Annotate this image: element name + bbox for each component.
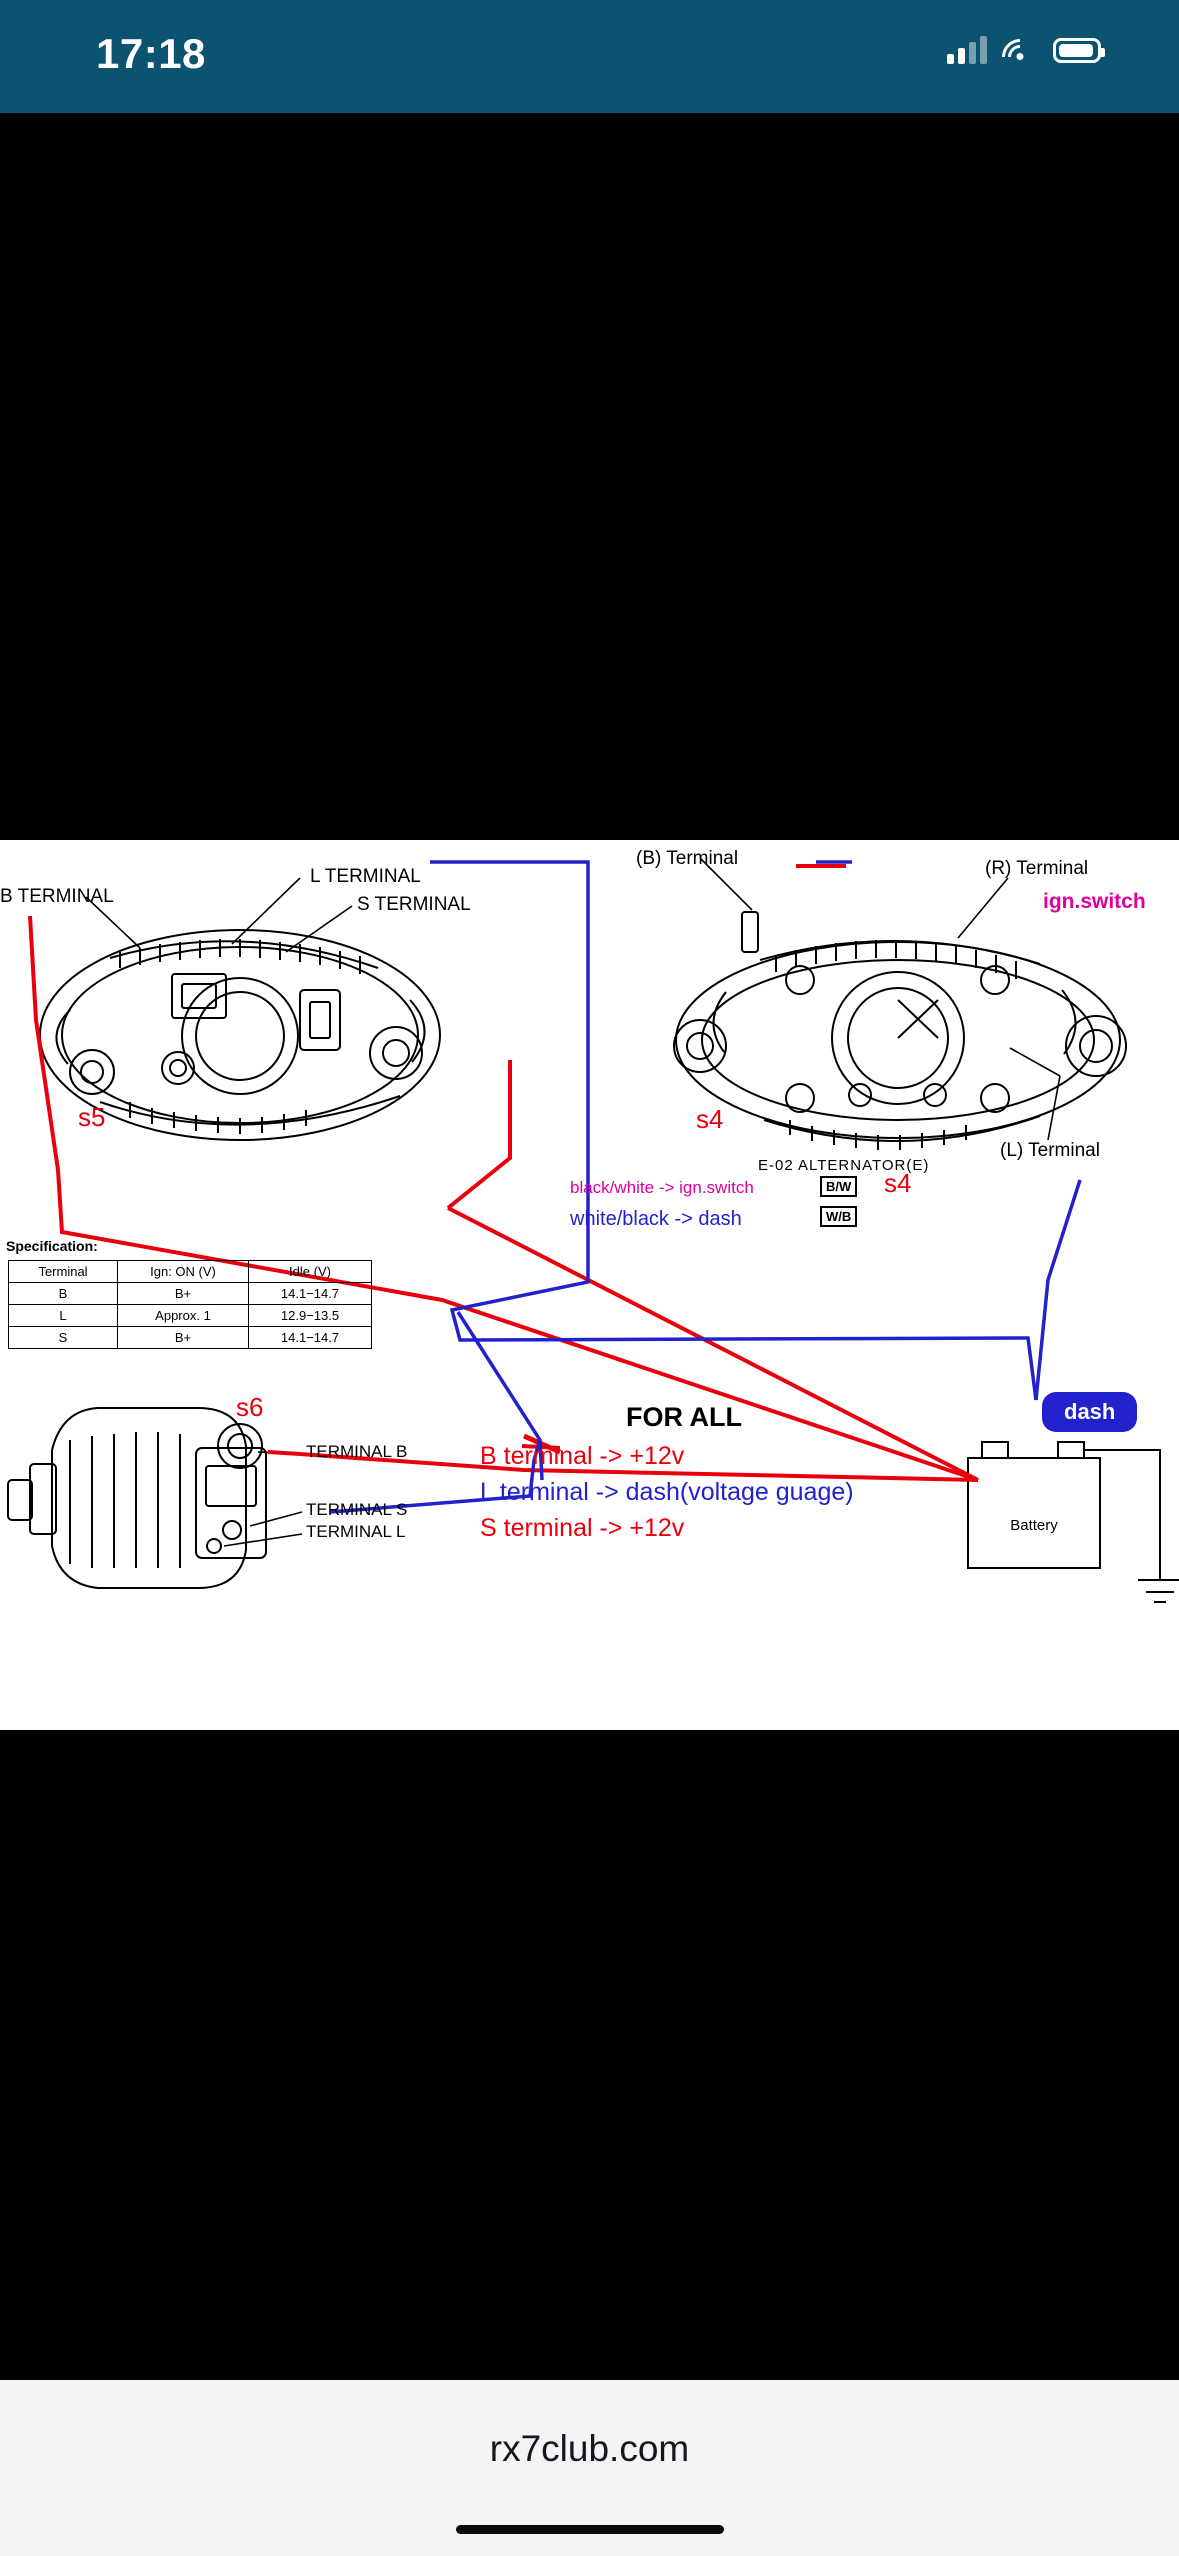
site-label[interactable]: rx7club.com (489, 2428, 690, 2469)
label-l-terminal-left: L TERMINAL (310, 866, 421, 887)
box-wb: W/B (820, 1206, 857, 1227)
for-all-heading: FOR ALL (626, 1402, 742, 1432)
spec-table (8, 1260, 372, 1349)
svg-text:Battery: Battery (1010, 1517, 1058, 1534)
bottom-bar (0, 2380, 1179, 2556)
cell: B (9, 1283, 118, 1305)
label-terminal-s: TERMINAL S (306, 1500, 408, 1519)
dash-pill: dash (1042, 1392, 1137, 1432)
box-bw: B/W (820, 1176, 857, 1197)
tag-s5: s5 (78, 1102, 106, 1132)
tag-s4-notes: s4 (884, 1168, 912, 1198)
tag-s4-alternator: s4 (696, 1104, 724, 1134)
col-ign-on: Ign: ON (V) (118, 1261, 249, 1283)
status-time: 17:18 (96, 30, 206, 77)
cell: Approx. 1 (118, 1305, 249, 1327)
table-header-row (9, 1261, 372, 1283)
wiring-diagram-image[interactable] (0, 840, 1179, 1730)
label-s-terminal-left: S TERMINAL (357, 894, 471, 915)
table-row (9, 1327, 372, 1349)
status-bar (0, 0, 1179, 113)
label-b-terminal-right: (B) Terminal (636, 848, 739, 869)
cell: 14.1−14.7 (249, 1283, 372, 1305)
cell: 14.1−14.7 (249, 1327, 372, 1349)
for-all-line-2: L terminal -> dash(voltage guage) (480, 1478, 854, 1506)
home-indicator[interactable] (456, 2525, 724, 2534)
for-all-line-1: B terminal -> +12v (480, 1442, 685, 1470)
label-r-terminal-right: (R) Terminal (985, 858, 1089, 879)
cell: B+ (118, 1283, 249, 1305)
spec-title: Specification: (6, 1238, 98, 1254)
tag-s6: s6 (236, 1392, 264, 1422)
note-black-white: black/white -> ign.switch (570, 1178, 754, 1197)
label-terminal-l: TERMINAL L (306, 1522, 406, 1541)
label-l-terminal-right: (L) Terminal (1000, 1140, 1100, 1161)
table-row (9, 1305, 372, 1327)
note-white-black: white/black -> dash (570, 1208, 742, 1230)
cellular-signal-icon (947, 36, 987, 64)
wifi-icon (1003, 37, 1037, 63)
cell: B+ (118, 1327, 249, 1349)
caption-e02-alternator: E-02 ALTERNATOR(E) (758, 1157, 930, 1174)
label-terminal-b: TERMINAL B (306, 1442, 408, 1461)
col-terminal: Terminal (9, 1261, 118, 1283)
cell: S (9, 1327, 118, 1349)
label-ign-switch: ign.switch (1043, 890, 1146, 913)
col-idle: Idle (V) (249, 1261, 372, 1283)
label-b-terminal-left: B TERMINAL (0, 886, 114, 907)
table-row (9, 1283, 372, 1305)
cell: L (9, 1305, 118, 1327)
cell: 12.9−13.5 (249, 1305, 372, 1327)
battery-icon (1053, 38, 1101, 63)
for-all-line-3: S terminal -> +12v (480, 1514, 685, 1542)
status-indicators (947, 36, 1101, 64)
